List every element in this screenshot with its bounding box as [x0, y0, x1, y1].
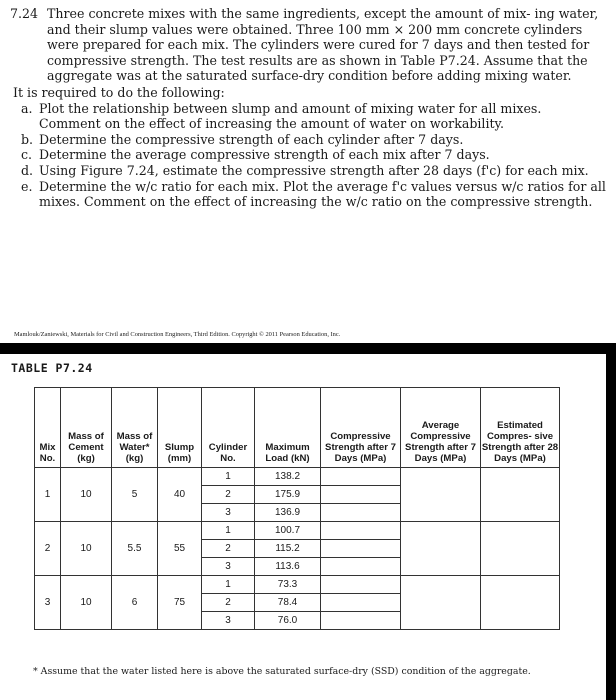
cell-slump: 75: [158, 576, 202, 630]
requirement-text: Determine the average compressive strength of each mix after 7 days.: [39, 147, 490, 163]
cell-mix: 2: [35, 522, 61, 576]
cell-load: 100.7: [255, 522, 321, 540]
table-header-row: [35, 388, 560, 468]
cell-cylinder: 2: [202, 540, 255, 558]
requirement-label: e.: [21, 178, 33, 194]
requirement-item: [21, 132, 606, 148]
requirement-text: Determine the w/c ratio for each mix. Plot the average f'c values versus w/c ratios for all mixes. Comment on the effect of increasing the w/c ratio on the compressive strength.: [39, 178, 606, 210]
data-table: [34, 387, 560, 630]
cell-cylinder: 2: [202, 594, 255, 612]
requirement-item: [21, 147, 606, 163]
cell-strength-7day: [321, 540, 401, 558]
requirement-list: [21, 101, 606, 210]
cell-load: 115.2: [255, 540, 321, 558]
copyright-credit: Mamlouk/Zaniewski, Materials for Civil and Construction Engineers, Third Edition. Copyright © 2011 Pearson Education, Inc.: [14, 331, 341, 338]
cell-average-7day: [401, 468, 481, 522]
requirement-item: [21, 179, 606, 210]
problem-number: 7.24: [10, 6, 39, 21]
cell-water: 5: [112, 468, 158, 522]
cell-mix: 3: [35, 576, 61, 630]
cell-strength-7day: [321, 504, 401, 522]
requirement-item: [21, 101, 606, 132]
header-mix: Mix No.: [35, 388, 61, 468]
cell-strength-7day: [321, 486, 401, 504]
requirement-text: Using Figure 7.24, estimate the compressive strength after 28 days (f'c) for each mix.: [39, 162, 589, 178]
header-cylinder: Cylinder No.: [202, 388, 255, 468]
cell-cylinder: 3: [202, 504, 255, 522]
requirement-label: a.: [21, 100, 33, 116]
header-slump: Slump (mm): [158, 388, 202, 468]
cell-estimated-28day: [481, 576, 560, 630]
requirement-text: Plot the relationship between slump and amount of mixing water for all mixes. Comment on the effect of increasing the amount of water on workability.: [39, 100, 542, 132]
table-row: [35, 576, 560, 594]
table-footnote: * Assume that the water listed here is above the saturated surface-dry (SSD) condition of the aggregate.: [33, 666, 531, 677]
cell-load: 73.3: [255, 576, 321, 594]
cell-cement: 10: [61, 576, 112, 630]
cell-strength-7day: [321, 558, 401, 576]
cell-load: 175.9: [255, 486, 321, 504]
header-strength-7day: Compressive Strength after 7 Days (MPa): [321, 388, 401, 468]
cell-load: 136.9: [255, 504, 321, 522]
header-cement: Mass of Cement (kg): [61, 388, 112, 468]
cell-load: 138.2: [255, 468, 321, 486]
cell-mix: 1: [35, 468, 61, 522]
cell-slump: 40: [158, 468, 202, 522]
cell-average-7day: [401, 576, 481, 630]
cell-cylinder: 1: [202, 522, 255, 540]
cell-slump: 55: [158, 522, 202, 576]
cell-estimated-28day: [481, 522, 560, 576]
cell-strength-7day: [321, 468, 401, 486]
requirement-label: b.: [21, 131, 34, 147]
header-load: Maximum Load (kN): [255, 388, 321, 468]
cell-average-7day: [401, 522, 481, 576]
requirement-text: Determine the compressive strength of each cylinder after 7 days.: [39, 131, 464, 147]
table-row: [35, 522, 560, 540]
problem-statement: Three concrete mixes with the same ingredients, except the amount of mix- ing water, and their slump values were obtained. Three 100 mm × 200 mm concrete cylinders were prepared for each mix. The cylinders were cured for 7 days and then tested for compressive strength. The test results are as shown in Table P7.24. Assume that the aggregate was at the saturated surface-dry condition before adding mixing water.: [47, 6, 599, 84]
cell-cylinder: 3: [202, 558, 255, 576]
cell-water: 5.5: [112, 522, 158, 576]
cell-water: 6: [112, 576, 158, 630]
cell-cylinder: 3: [202, 612, 255, 630]
cell-load: 78.4: [255, 594, 321, 612]
problem-text: [10, 6, 606, 210]
cell-load: 76.0: [255, 612, 321, 630]
requirement-label: c.: [21, 147, 33, 163]
table-title: TABLE P7.24: [11, 361, 93, 375]
cell-strength-7day: [321, 594, 401, 612]
required-intro: It is required to do the following:: [13, 84, 225, 100]
cell-cylinder: 1: [202, 576, 255, 594]
divider-bar: [0, 343, 616, 354]
header-average-7day: Average Compressive Strength after 7 Days (MPa): [401, 388, 481, 468]
cell-strength-7day: [321, 576, 401, 594]
header-water: Mass of Water* (kg): [112, 388, 158, 468]
cell-cement: 10: [61, 522, 112, 576]
cell-strength-7day: [321, 612, 401, 630]
requirement-item: [21, 163, 606, 179]
cell-cement: 10: [61, 468, 112, 522]
cell-cylinder: 2: [202, 486, 255, 504]
edge-bar: [606, 343, 616, 700]
table-row: [35, 468, 560, 486]
cell-estimated-28day: [481, 468, 560, 522]
header-estimated-28day: Estimated Compres- sive Strength after 28 Days (MPa): [481, 388, 560, 468]
requirement-label: d.: [21, 162, 34, 178]
cell-strength-7day: [321, 522, 401, 540]
cell-load: 113.6: [255, 558, 321, 576]
cell-cylinder: 1: [202, 468, 255, 486]
